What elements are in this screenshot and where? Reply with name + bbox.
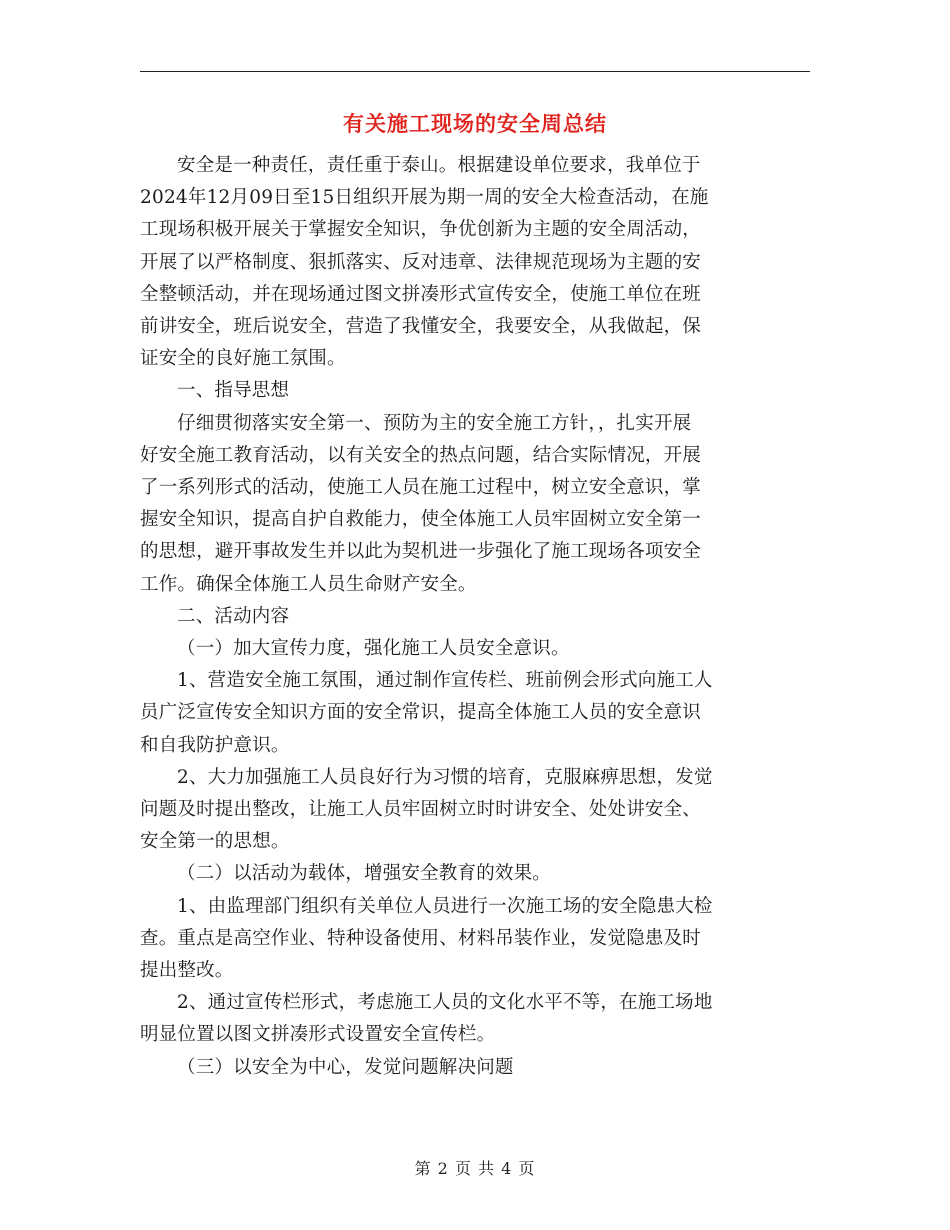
paragraph-line: 提出整改。 — [140, 960, 234, 982]
paragraph-item-1b — [140, 891, 810, 988]
header-rule — [140, 71, 810, 72]
paragraph-line: 查。重点是高空作业、特种设备使用、材料吊装作业，发觉隐患及时 — [140, 927, 702, 949]
subheading-activities — [140, 858, 810, 890]
heading-line: 一、指导思想 — [177, 380, 290, 402]
paragraph-line: 问题及时提出整改，让施工人员牢固树立时时讲安全、处处讲安全、 — [140, 799, 702, 821]
page-footer: 第 2 页 共 4 页 — [414, 1159, 536, 1178]
paragraph-line: 安全第一的思想。 — [140, 831, 290, 853]
paragraph-line: 2024年12月09日至15日组织开展为期一周的安全大检查活动，在施 — [140, 187, 709, 209]
paragraph-line: 1、营造安全施工氛围，通过制作宣传栏、班前例会形式向施工人 — [177, 670, 713, 692]
document-body — [140, 150, 810, 1084]
document-title: 有关施工现场的安全周总结 — [343, 111, 607, 136]
paragraph-line: 了一系列形式的活动，使施工人员在施工过程中，树立安全意识，掌 — [140, 477, 702, 499]
heading-line: （二）以活动为载体，增强安全教育的效果。 — [177, 863, 552, 885]
paragraph-line: 和自我防护意识。 — [140, 734, 290, 756]
subheading-publicity — [140, 633, 810, 665]
paragraph-line: 好安全施工教育活动，以有关安全的热点问题，结合实际情况，开展 — [140, 444, 702, 466]
paragraph-line: 2、大力加强施工人员良好行为习惯的培育，克服麻痹思想，发觉 — [177, 766, 713, 788]
paragraph-line: 证安全的良好施工氛围。 — [140, 348, 346, 370]
paragraph-line: 的思想，避开事故发生并以此为契机进一步强化了施工现场各项安全 — [140, 541, 702, 563]
section-heading-activity-content — [140, 601, 810, 633]
paragraph-line: 前讲安全，班后说安全，营造了我懂安全，我要安全，从我做起，保 — [140, 316, 702, 338]
paragraph-item-2b — [140, 987, 810, 1051]
paragraph-line: 工作。确保全体施工人员生命财产安全。 — [140, 573, 477, 595]
heading-line: （三）以安全为中心，发觉问题解决问题 — [177, 1056, 514, 1078]
paragraph-line: 仔细贯彻落实安全第一、预防为主的安全施工方针，，扎实开展 — [177, 412, 692, 434]
heading-line: 二、活动内容 — [177, 605, 290, 627]
paragraph-line: 握安全知识，提高自护自救能力，使全体施工人员牢固树立安全第一 — [140, 509, 702, 531]
paragraph-guiding-thought — [140, 408, 810, 601]
paragraph-line: 2、通过宣传栏形式，考虑施工人员的文化水平不等，在施工场地 — [177, 992, 713, 1014]
paragraph-line: 工现场积极开展关于掌握安全知识，争优创新为主题的安全周活动， — [140, 219, 702, 241]
paragraph-line: 全整顿活动，并在现场通过图文拼凑形式宣传安全，使施工单位在班 — [140, 283, 702, 305]
subheading-safety-center — [140, 1052, 810, 1084]
paragraph-line: 员广泛宣传安全知识方面的安全常识，提高全体施工人员的安全意识 — [140, 702, 702, 724]
paragraph-line: 安全是一种责任，责任重于泰山。根据建设单位要求，我单位于 — [177, 155, 701, 176]
paragraph-intro — [140, 150, 810, 375]
section-heading-guiding-thought — [140, 375, 810, 407]
paragraph-line: 1、由监理部门组织有关单位人员进行一次施工场的安全隐患大检 — [177, 895, 713, 917]
paragraph-item-1a — [140, 665, 810, 762]
paragraph-line: 开展了以严格制度、狠抓落实、反对违章、法律规范现场为主题的安 — [140, 251, 702, 273]
paragraph-line: 明显位置以图文拼凑形式设置安全宣传栏。 — [140, 1024, 496, 1046]
heading-line: （一）加大宣传力度，强化施工人员安全意识。 — [177, 638, 570, 660]
paragraph-item-2a — [140, 762, 810, 859]
